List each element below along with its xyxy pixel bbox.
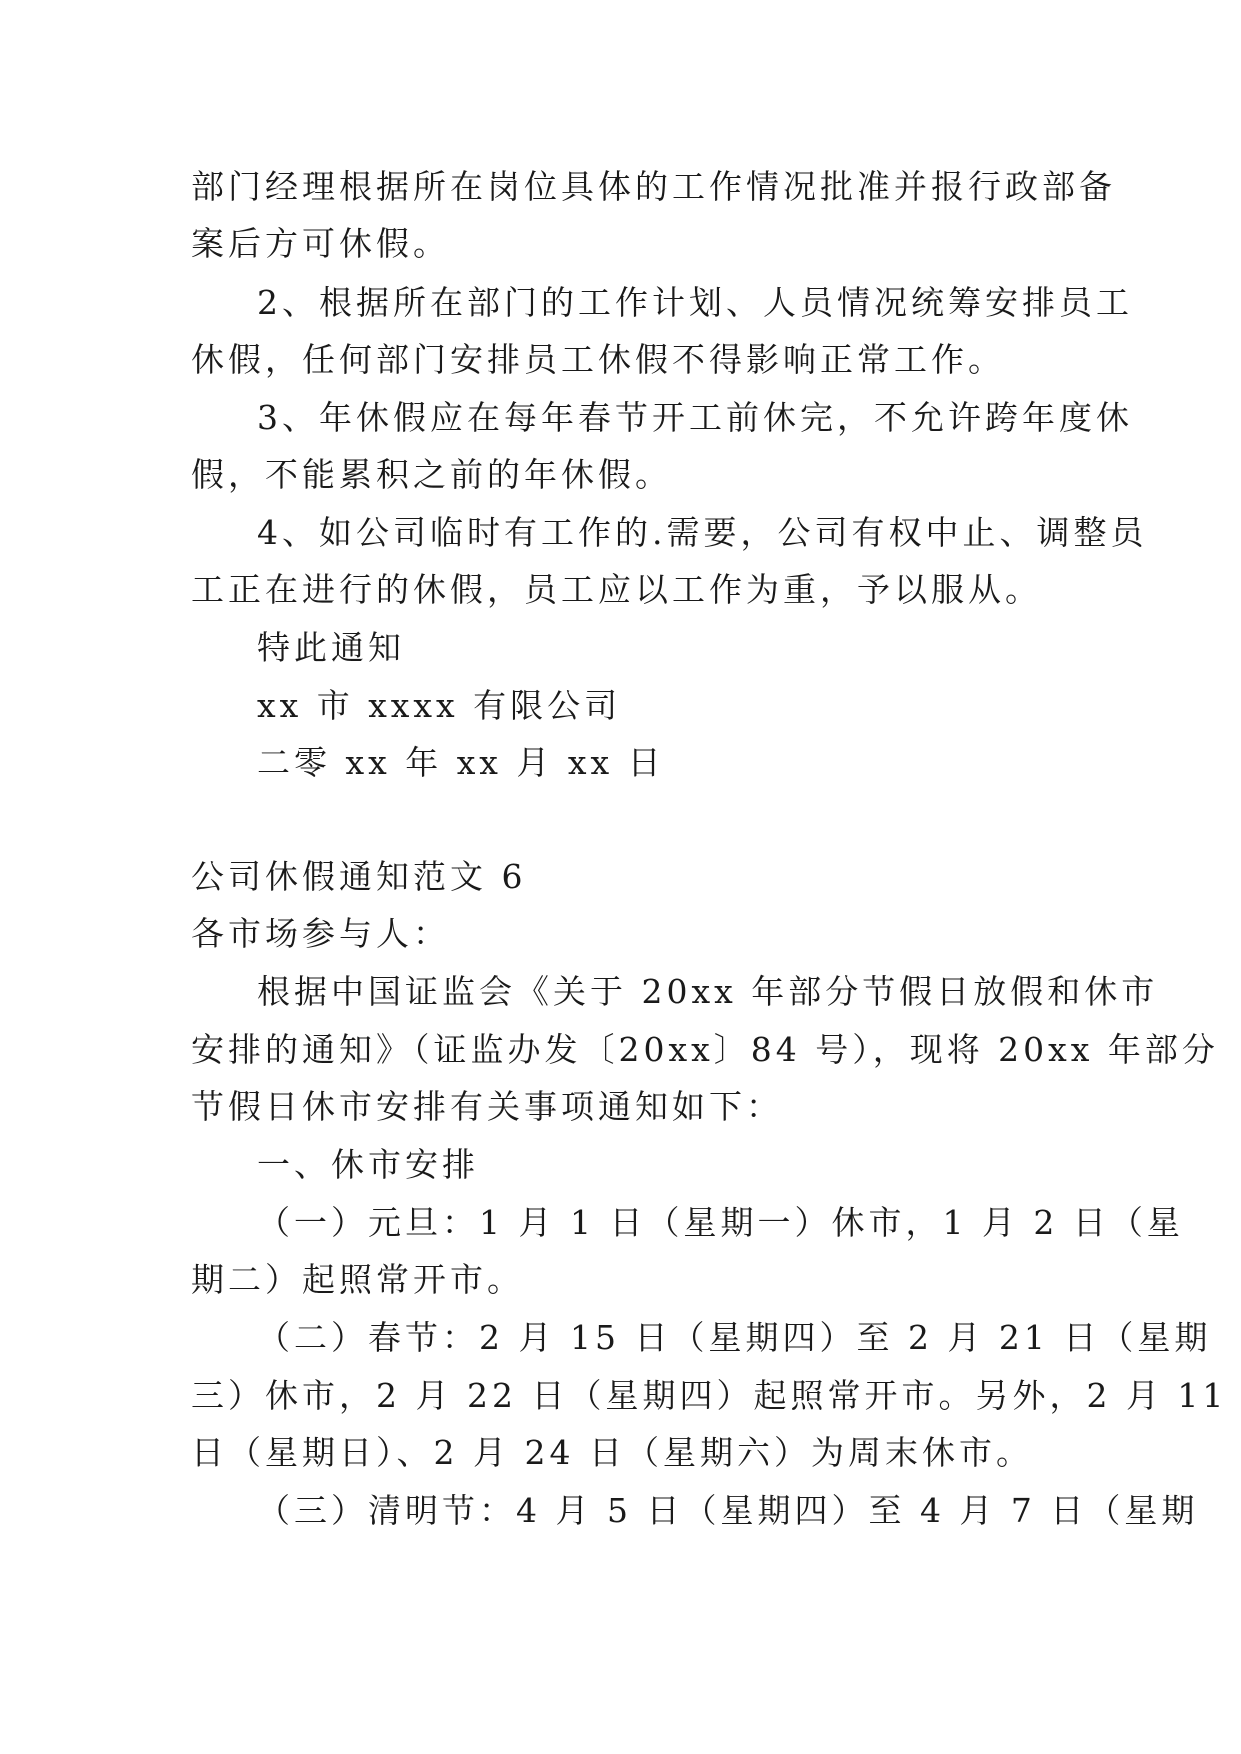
text-line-22: 日（星期日）、2 月 24 日（星期六）为周末休市。	[191, 1433, 1033, 1472]
text-line-21: 三）休市，2 月 22 日（星期四）起照常开市。另外，2 月 11	[191, 1376, 1228, 1415]
text-line-16: 节假日休市安排有关事项通知如下：	[191, 1087, 783, 1126]
text-line-5: 3、年休假应在每年春节开工前休完，不允许跨年度休	[257, 398, 1133, 437]
closing-notice: 特此通知	[257, 628, 405, 667]
salutation: 各市场参与人：	[191, 914, 450, 953]
text-line-18: （一）元旦：1 月 1 日（星期一）休市，1 月 2 日（星	[257, 1203, 1184, 1242]
text-line-14: 根据中国证监会《关于 20xx 年部分节假日放假和休市	[257, 972, 1159, 1011]
signature-date: 二零 xx 年 xx 月 xx 日	[257, 743, 665, 782]
text-line-3: 2、根据所在部门的工作计划、人员情况统筹安排员工	[257, 283, 1133, 322]
text-line-8: 工正在进行的休假，员工应以工作为重，予以服从。	[191, 570, 1042, 609]
text-line-15: 安排的通知》（证监办发〔20xx〕84 号），现将 20xx 年部分	[191, 1030, 1219, 1069]
text-line-20: （二）春节：2 月 15 日（星期四）至 2 月 21 日（星期	[257, 1318, 1212, 1357]
text-line-1: 部门经理根据所在岗位具体的工作情况批准并报行政部备	[191, 167, 1116, 206]
text-line-6: 假，不能累积之前的年休假。	[191, 455, 672, 494]
subheading-closure: 一、休市安排	[257, 1145, 479, 1184]
text-line-23: （三）清明节：4 月 5 日（星期四）至 4 月 7 日（星期	[257, 1491, 1199, 1530]
text-line-2: 案后方可休假。	[191, 224, 450, 263]
company-signature: xx 市 xxxx 有限公司	[257, 686, 622, 725]
section-title: 公司休假通知范文 6	[191, 857, 527, 896]
text-line-7: 4、如公司临时有工作的.需要，公司有权中止、调整员	[257, 513, 1148, 552]
text-line-4: 休假，任何部门安排员工休假不得影响正常工作。	[191, 340, 1005, 379]
text-line-19: 期二）起照常开市。	[191, 1260, 524, 1299]
